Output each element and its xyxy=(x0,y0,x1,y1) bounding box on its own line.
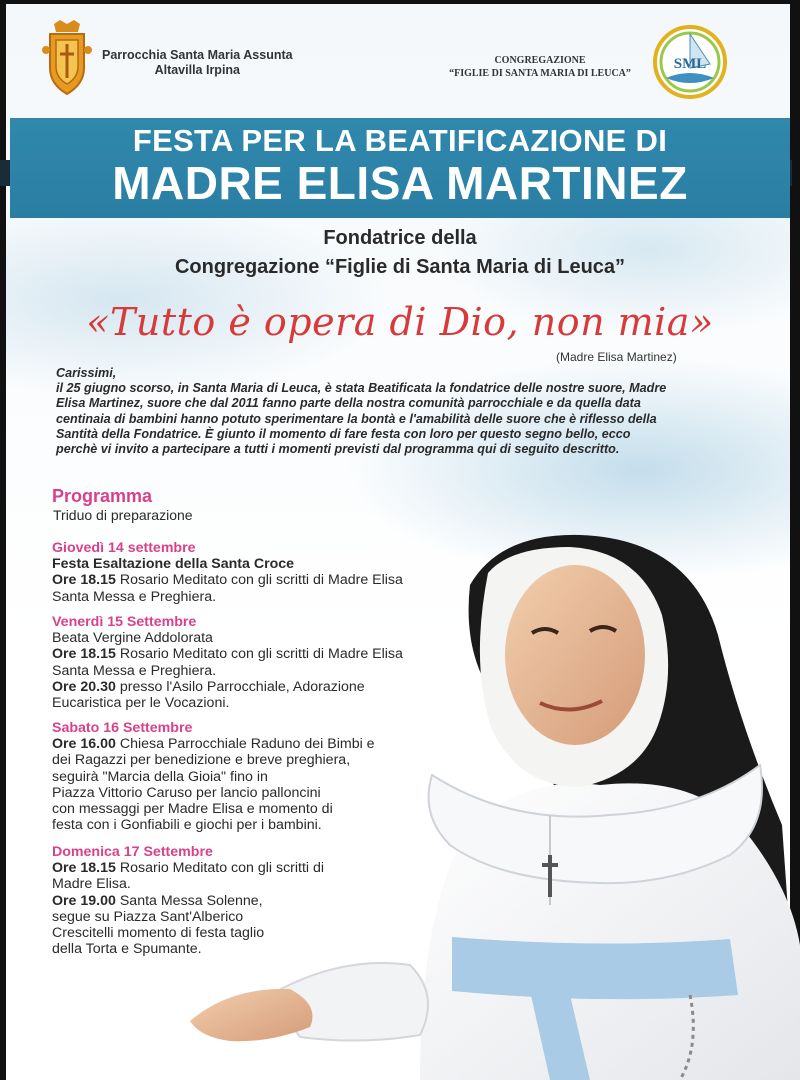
top-edge xyxy=(0,0,800,4)
day-row xyxy=(52,769,472,785)
day-row xyxy=(52,893,472,909)
letter-line: il 25 giugno scorso, in Santa Maria di Leuca, è stata Beatificata la fondatrice delle nostre suore, Madre xyxy=(56,381,667,396)
day-row xyxy=(52,925,472,941)
row-text: Santa Messa e Preghiera. xyxy=(52,588,217,605)
row-text: con messaggi per Madre Elisa e momento di xyxy=(52,801,333,818)
day-row xyxy=(52,679,472,695)
row-text: Santa Messa Solenne, xyxy=(115,892,263,909)
row-text: dei Ragazzi per benedizione e breve preghiera, xyxy=(52,752,351,769)
row-text: Rosario Meditato con gli scritti di Madre Elisa xyxy=(115,646,403,663)
row-text: della Torta e Spumante. xyxy=(52,941,202,958)
title-line2: MADRE ELISA MARTINEZ xyxy=(112,157,688,209)
congregation-line1: CONGREGAZIONE xyxy=(494,55,586,66)
row-time: Ore 16.00 xyxy=(52,736,116,753)
quote-text: «Tutto è opera di Dio, non mia» xyxy=(86,300,714,344)
congregation-logo-letters: SML xyxy=(673,56,707,72)
congregation-line2: “FIGLIE DI SANTA MARIA DI LEUCA” xyxy=(449,68,631,79)
row-time: Ore 18.15 xyxy=(52,646,116,663)
parish-line2: Altavilla Irpina xyxy=(154,63,241,77)
row-text: Crescitelli momento di festa taglio xyxy=(52,925,265,942)
day-row xyxy=(52,752,472,768)
program-day xyxy=(52,614,472,711)
row-text: Rosario Meditato con gli scritti di Madre Elisa xyxy=(115,572,403,589)
day-row xyxy=(52,589,472,605)
title-line1: FESTA PER LA BEATIFICAZIONE DI xyxy=(132,123,668,158)
program-day xyxy=(52,540,472,605)
day-date: Giovedì 14 settembre xyxy=(52,540,196,556)
program-day xyxy=(52,844,472,957)
day-lead: Beata Vergine Addolorata xyxy=(52,630,213,647)
day-row xyxy=(52,909,472,925)
subtitle-line1: Fondatrice della xyxy=(323,227,477,249)
day-row xyxy=(52,860,472,876)
parish-line1: Parrocchia Santa Maria Assunta xyxy=(102,48,293,62)
congregation-logo-icon xyxy=(652,24,728,100)
day-date: Venerdì 15 Settembre xyxy=(52,614,197,630)
parish-name xyxy=(102,48,293,78)
row-text: seguirà "Marcia della Gioia" fino in xyxy=(52,768,268,785)
day-row xyxy=(52,695,472,711)
day-row xyxy=(52,941,472,957)
day-date: Sabato 16 Settembre xyxy=(52,720,193,736)
row-text: Santa Messa e Preghiera. xyxy=(52,662,217,679)
congregation-name xyxy=(440,54,640,80)
programma-subtitle: Triduo di preparazione xyxy=(53,507,193,523)
letter-line: centinaia di bambini hanno potuto sperimentare la bontà e l'amabilità delle suore che è riflesso della xyxy=(56,411,657,426)
row-time: Ore 18.15 xyxy=(52,572,116,589)
row-text: Rosario Meditato con gli scritti di xyxy=(115,860,325,877)
letter-body xyxy=(56,366,756,457)
subtitle-line2: Congregazione “Figlie di Santa Maria di Leuca” xyxy=(174,256,626,278)
row-text: segue su Piazza Sant'Alberico xyxy=(52,908,244,925)
quote-author: (Madre Elisa Martinez) xyxy=(556,350,677,364)
day-date: Domenica 17 Settembre xyxy=(52,844,213,860)
day-row xyxy=(52,736,472,752)
program-day xyxy=(52,720,472,833)
row-text: presso l'Asilo Parrocchiale, Adorazione xyxy=(115,678,365,695)
row-time: Ore 19.00 xyxy=(52,892,116,909)
day-row xyxy=(52,785,472,801)
letter-line: perchè vi invito a partecipare a tutti i momenti previsti dal programma qui di seguito descritto. xyxy=(56,442,620,457)
day-row xyxy=(52,663,472,679)
day-row xyxy=(52,646,472,662)
day-row xyxy=(52,876,472,892)
parish-crest-icon xyxy=(40,18,94,98)
day-row xyxy=(52,801,472,817)
letter-greeting: Carissimi, xyxy=(56,366,117,380)
row-text: Eucaristica per le Vocazioni. xyxy=(52,695,230,712)
row-time: Ore 18.15 xyxy=(52,860,116,877)
programma-title: Programma xyxy=(52,486,153,506)
row-text: Madre Elisa. xyxy=(52,876,131,893)
day-row xyxy=(52,817,472,833)
row-time: Ore 20.30 xyxy=(52,678,116,695)
day-lead: Festa Esaltazione della Santa Croce xyxy=(52,556,295,573)
letter-line: Santità della Fondatrice. È giunto il momento di fare festa con loro per questo segno bello, ecco xyxy=(56,426,631,441)
row-text: Piazza Vittorio Caruso per lancio palloncini xyxy=(52,784,321,801)
row-text: festa con i Gonfiabili e giochi per i bambini. xyxy=(52,817,322,834)
letter-line: Elisa Martinez, suore che dal 2011 fanno parte della nostra comunità parrocchiale e da quella data xyxy=(56,396,641,411)
day-row xyxy=(52,572,472,588)
row-text: Chiesa Parrocchiale Raduno dei Bimbi e xyxy=(115,736,375,753)
